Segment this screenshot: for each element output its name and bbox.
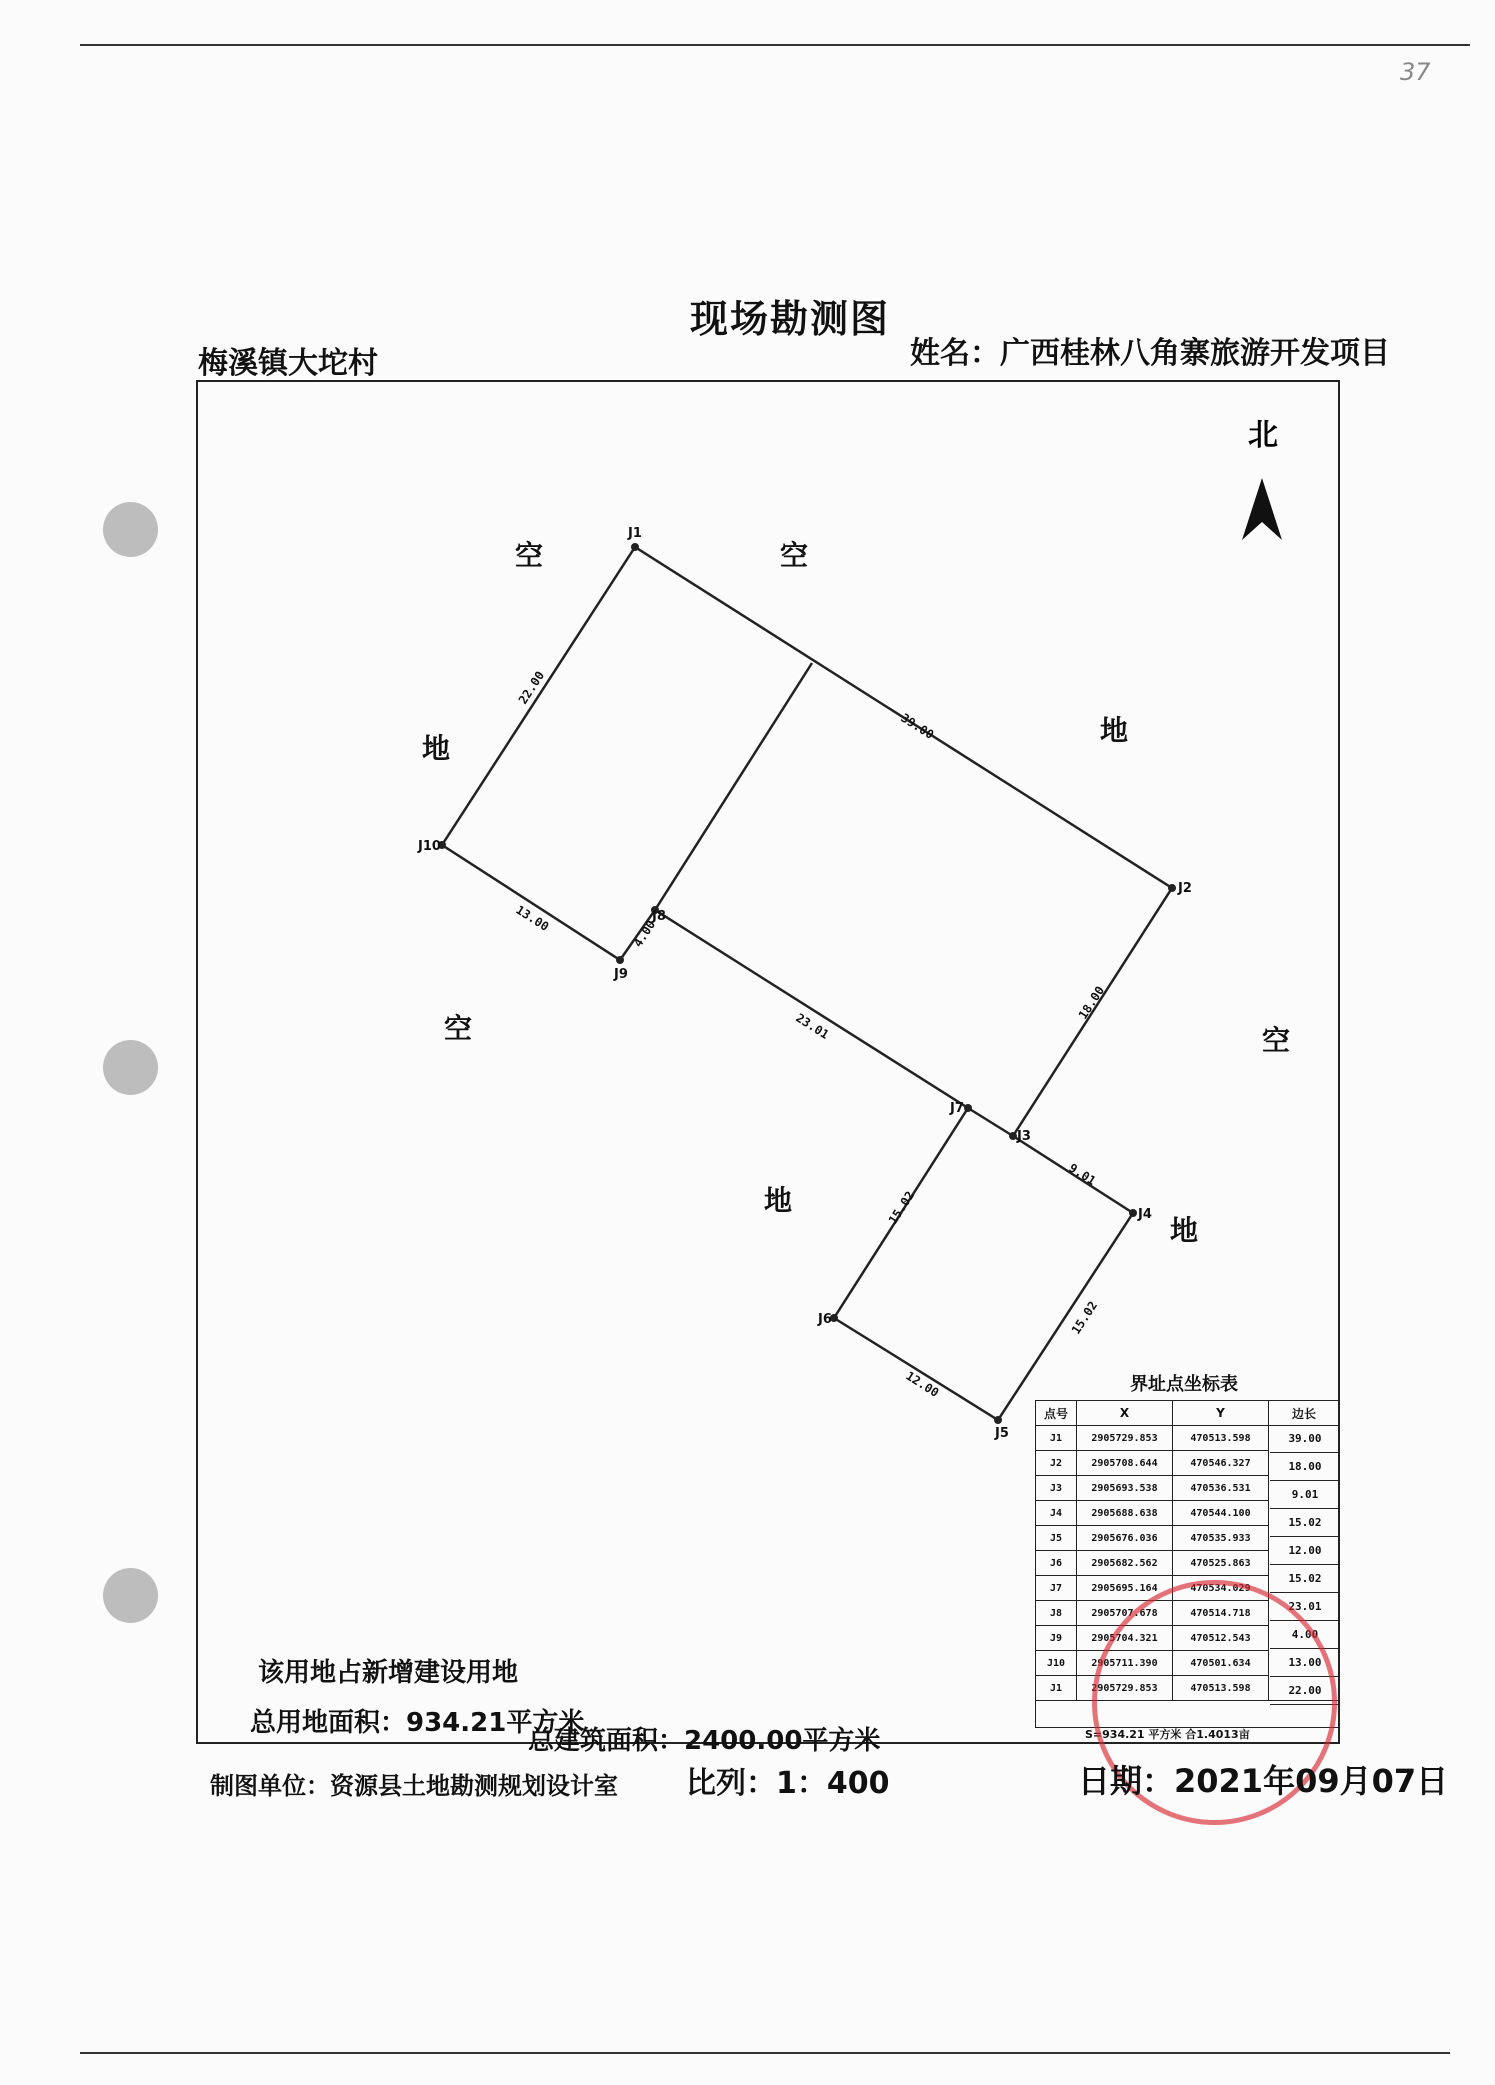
edge-length-cell: 39.00 — [1270, 1425, 1340, 1453]
cell-pt: J3 — [1036, 1476, 1077, 1501]
table-summary: S=934.21 平方米 合1.4013亩 — [1085, 1728, 1250, 1741]
drafting-unit: 制图单位：资源县土地勘测规划设计室 — [210, 1772, 618, 1800]
cell-y: 470544.100 — [1173, 1501, 1269, 1526]
north-arrow-icon — [1242, 478, 1282, 540]
coord-table-title: 界址点坐标表 — [1130, 1374, 1238, 1395]
land-label: 地 — [1100, 714, 1129, 747]
point-marker — [964, 1104, 972, 1112]
cell-pt: J10 — [1036, 1651, 1077, 1676]
edge-length-cell: 23.01 — [1270, 1593, 1340, 1621]
point-marker — [1129, 1209, 1137, 1217]
cell-y: 470525.863 — [1173, 1551, 1269, 1576]
edge-length-cell: 4.00 — [1270, 1621, 1340, 1649]
map-scale: 比列：1：400 — [686, 1766, 890, 1801]
cell-x: 2905682.562 — [1077, 1551, 1173, 1576]
cell-x: 2905688.638 — [1077, 1501, 1173, 1526]
edge-length-cell: 18.00 — [1270, 1453, 1340, 1481]
edge-length-cell: 13.00 — [1270, 1649, 1340, 1677]
table-header-row — [1036, 1401, 1340, 1426]
page-title: 现场勘测图 — [690, 297, 891, 341]
point-marker — [994, 1416, 1002, 1424]
edge-length-label: 4.00 — [630, 917, 659, 950]
cell-pt: J1 — [1036, 1426, 1077, 1451]
point-label: J5 — [995, 1426, 1009, 1441]
cell-y: 470514.718 — [1173, 1601, 1269, 1626]
edge-lengths — [513, 669, 1107, 1400]
cell-pt: J1 — [1036, 1676, 1077, 1701]
point-marker — [1009, 1132, 1017, 1140]
header-edge: 边长 — [1269, 1401, 1340, 1426]
point-marker — [1168, 884, 1176, 892]
point-labels — [417, 526, 1192, 1441]
cell-y: 470513.598 — [1173, 1676, 1269, 1701]
cell-x: 2905708.644 — [1077, 1451, 1173, 1476]
cell-x: 2905676.036 — [1077, 1526, 1173, 1551]
edge-length-cell: 12.00 — [1270, 1537, 1340, 1565]
surrounding-land-labels — [422, 539, 1290, 1247]
cell-pt: J7 — [1036, 1576, 1077, 1601]
land-label: 空 — [515, 539, 544, 572]
point-label: J10 — [418, 839, 441, 854]
cell-pt: J6 — [1036, 1551, 1077, 1576]
edge-length-cell: 15.02 — [1270, 1509, 1340, 1537]
edge-length-label: 18.00 — [1075, 983, 1108, 1022]
point-label: J6 — [818, 1312, 832, 1327]
cell-x: 2905704.321 — [1077, 1626, 1173, 1651]
header-point: 点号 — [1036, 1401, 1077, 1426]
cell-y: 470546.327 — [1173, 1451, 1269, 1476]
edge-length-label: 23.01 — [793, 1010, 832, 1042]
land-label: 空 — [1262, 1024, 1291, 1057]
bottom-rule — [80, 2052, 1450, 2054]
cell-y: 470501.634 — [1173, 1651, 1269, 1676]
map-date: 日期：2021年09月07日 — [1078, 1762, 1449, 1800]
cell-pt: J9 — [1036, 1626, 1077, 1651]
edge-length-label: 13.00 — [513, 902, 552, 934]
land-label: 地 — [422, 732, 451, 765]
point-marker — [631, 543, 639, 551]
cell-x: 2905707.678 — [1077, 1601, 1173, 1626]
location-label: 梅溪镇大坨村 — [198, 346, 378, 381]
cell-y: 470512.543 — [1173, 1626, 1269, 1651]
cell-x: 2905729.853 — [1077, 1676, 1173, 1701]
point-label: J1 — [628, 526, 642, 541]
land-label: 空 — [444, 1012, 473, 1045]
north-arrow — [1242, 418, 1282, 540]
point-marker — [616, 956, 624, 964]
land-use-note: 该用地占新增建设用地 — [258, 1658, 519, 1688]
total-area-note: 总用地面积：934.21平方米 — [250, 1708, 585, 1738]
cell-y: 470535.933 — [1173, 1526, 1269, 1551]
point-label: J2 — [1178, 881, 1192, 896]
cell-x: 2905711.390 — [1077, 1651, 1173, 1676]
north-label: 北 — [1248, 418, 1278, 453]
edge-length-label: 15.02 — [885, 1188, 918, 1227]
cell-y: 470534.029 — [1173, 1576, 1269, 1601]
parcel-outline — [442, 547, 1172, 1420]
point-label: J8 — [652, 909, 666, 924]
cell-y: 470536.531 — [1173, 1476, 1269, 1501]
owner-label: 姓名：广西桂林八角寨旅游开发项目 — [910, 336, 1390, 371]
cell-pt: J5 — [1036, 1526, 1077, 1551]
cell-pt: J2 — [1036, 1451, 1077, 1476]
edge-length-label: 15.02 — [1068, 1298, 1101, 1337]
cell-x: 2905729.853 — [1077, 1426, 1173, 1451]
parcel-divider — [655, 663, 812, 910]
point-label: J9 — [614, 967, 628, 982]
edge-length-cell: 22.00 — [1270, 1677, 1340, 1705]
cell-y: 470513.598 — [1173, 1426, 1269, 1451]
page-number: 37 — [1400, 58, 1431, 86]
building-area-note: 总建筑面积：2400.00平方米 — [528, 1726, 881, 1756]
edge-length-label: 22.00 — [515, 668, 548, 707]
land-label: 地 — [764, 1184, 793, 1217]
point-label: J4 — [1138, 1207, 1152, 1222]
point-label: J3 — [1017, 1129, 1031, 1144]
edge-length-cell: 15.02 — [1270, 1565, 1340, 1593]
cell-pt: J8 — [1036, 1601, 1077, 1626]
edge-length-label: 9.01 — [1066, 1160, 1099, 1189]
cell-x: 2905693.538 — [1077, 1476, 1173, 1501]
cell-x: 2905695.164 — [1077, 1576, 1173, 1601]
land-label: 地 — [1170, 1214, 1199, 1247]
header-y: Y — [1173, 1401, 1269, 1426]
edge-length-label: 39.00 — [898, 710, 937, 742]
parcel-boundaries — [442, 547, 1172, 1420]
point-label: J7 — [950, 1101, 964, 1116]
edge-length-label: 12.00 — [903, 1368, 942, 1400]
cell-pt: J4 — [1036, 1501, 1077, 1526]
land-label: 空 — [780, 539, 809, 572]
edge-length-cell: 9.01 — [1270, 1481, 1340, 1509]
header-x: X — [1077, 1401, 1173, 1426]
parcel-divider — [968, 1108, 1013, 1136]
boundary-points — [438, 543, 1176, 1424]
